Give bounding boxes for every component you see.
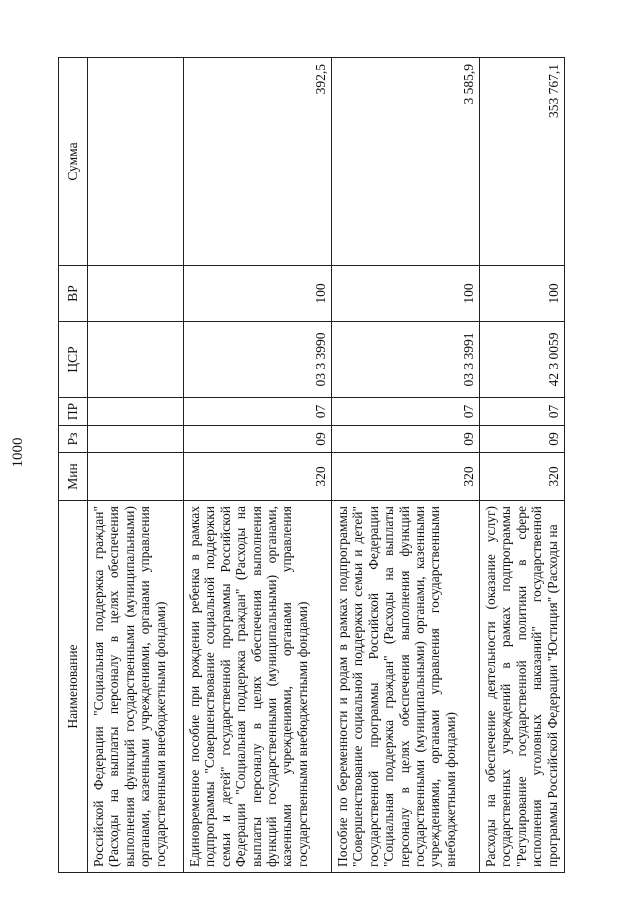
row-name: Единовременное пособие при рождении ребенка в рамках подпрограммы "Совершенствование социальной поддержки семьи и детей" государственной программы Российской Федерации "Социальная поддержка граждан" (Расходы на выплаты персоналу в целях обеспечения выполнения функций государственными (муниципальными) органами, казенными учреждениями, органами управления государственными внебюджетными фондами) (184, 501, 332, 873)
row-csr: 03 3 3991 (332, 322, 480, 398)
row-rz: 09 (184, 426, 332, 453)
row-rz: 09 (332, 426, 480, 453)
row-pr: 07 (480, 398, 565, 426)
row-vr (88, 266, 184, 322)
header-vr: ВР (59, 266, 88, 322)
page-number: 1000 (10, 437, 26, 468)
row-name: Российской Федерации "Социальная поддержка граждан" (Расходы на выплаты персоналу в целях обеспечения выполнения функций государственными (муниципальными) органами, казенными учреждениями, органами управления государственными внебюджетными фондами) (88, 501, 184, 873)
row-csr (88, 322, 184, 398)
row-sum (88, 58, 184, 266)
header-min: Мин (59, 453, 88, 501)
row-min: 320 (480, 453, 565, 501)
table-row (480, 58, 565, 873)
row-vr: 100 (184, 266, 332, 322)
row-vr: 100 (332, 266, 480, 322)
header-csr: ЦСР (59, 322, 88, 398)
row-min (88, 453, 184, 501)
table-header-row (59, 58, 88, 873)
row-name: Пособие по беременности и родам в рамках подпрограммы "Совершенствование социальной поддержки семьи и детей" государственной программы Российской Федерации "Социальная поддержка граждан" (Расходы на выплаты персоналу в целях обеспечения выполнения функций государственными (муниципальными) органами, казенными учреждениями, органами управления государственными внебюджетными фондами) (332, 501, 480, 873)
header-pr: ПР (59, 398, 88, 426)
budget-table (58, 57, 565, 873)
row-name: Расходы на обеспечение деятельности (оказание услуг) государственных учреждений в рамках подпрограммы "Регулирование государственной политики в сфере исполнения уголовных наказаний" государственной программы Российской Федерации "Юстиция" (Расходы на (480, 501, 565, 873)
row-rz: 09 (480, 426, 565, 453)
table-row (88, 58, 184, 873)
row-pr (88, 398, 184, 426)
header-sum: Сумма (59, 58, 88, 266)
row-sum: 3 585,9 (332, 58, 480, 266)
row-pr: 07 (332, 398, 480, 426)
row-sum: 392,5 (184, 58, 332, 266)
row-csr: 42 3 0059 (480, 322, 565, 398)
row-min: 320 (332, 453, 480, 501)
row-vr: 100 (480, 266, 565, 322)
row-rz (88, 426, 184, 453)
row-csr: 03 3 3990 (184, 322, 332, 398)
table-row (332, 58, 480, 873)
table-row (184, 58, 332, 873)
header-name: Наименование (59, 501, 88, 873)
row-sum: 353 767,1 (480, 58, 565, 266)
row-pr: 07 (184, 398, 332, 426)
header-rz: Рз (59, 426, 88, 453)
row-min: 320 (184, 453, 332, 501)
